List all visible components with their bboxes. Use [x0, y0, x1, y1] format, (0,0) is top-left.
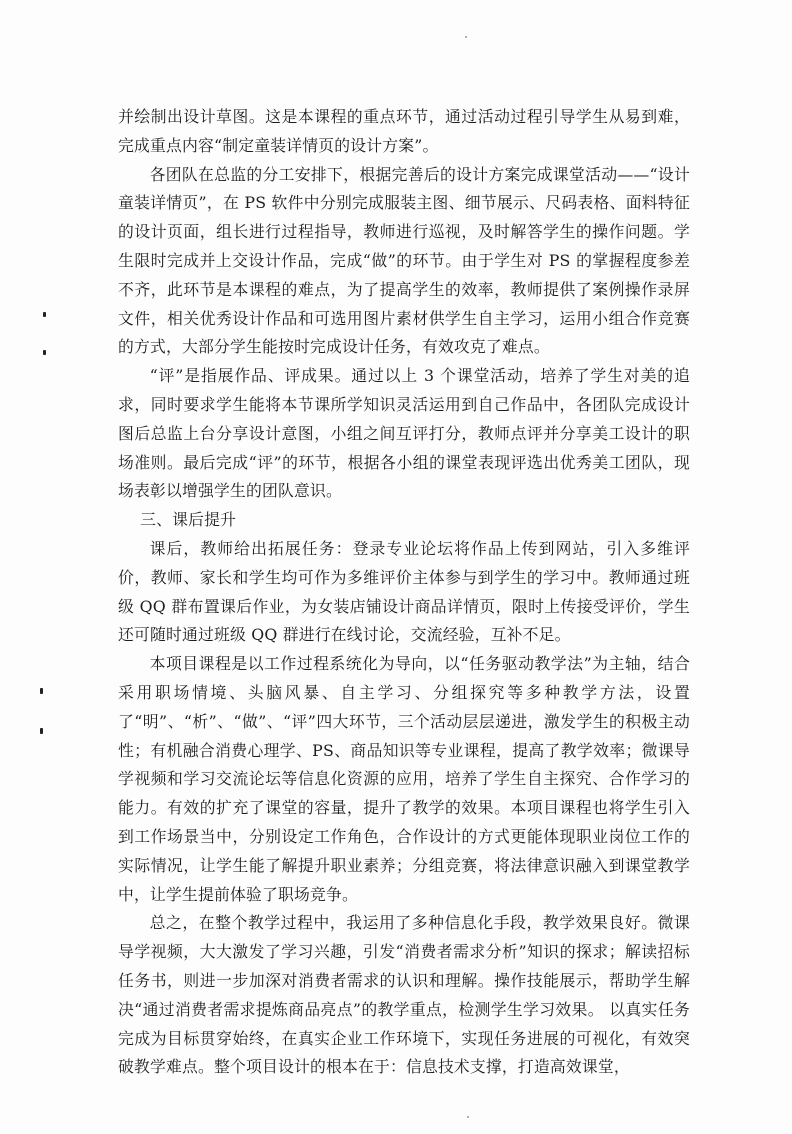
- scan-speck: [467, 1116, 469, 1118]
- scan-speck: [465, 36, 467, 38]
- paragraph-evaluation: “评”是指展作品、评成果。通过以上 3 个课堂活动，培养了学生对美的追求，同时要求学生能将本节课所学知识灵活运用到自己作品中，各团队完成设计图后总监上台分享设计意图，小组之间互评打分，教师点评并分享美工设计的职场准则。最后完成“评”的环节，根据各小组的课堂表现评选出优秀美工团队，现场表彰以增强学生的团队意识。: [118, 366, 690, 501]
- scan-speck: [40, 688, 43, 694]
- paragraph-conclusion: 总之，在整个教学过程中，我运用了多种信息化手段，教学效果良好。微课导学视频，大大激发了学习兴趣，引发“消费者需求分析”知识的探求；解读招标任务书，则进一步加深对消费者需求的认识和理解。操作技能展示，帮助学生解决“通过消费者需求提炼商品亮点”的教学重点，检测学生学习效果。 以真实任务完成为目标贯穿始终，在真实企业工作环境下，实现任务进展的可视化，有效突破教学难点。整个项目设计的根本在于：信息技术支撑，打造高效课堂，: [118, 913, 690, 1077]
- paragraph-continuation: 并绘制出设计草图。这是本课程的重点环节，通过活动过程引导学生从易到难，完成重点内容“制定童装详情页的设计方案”。: [118, 107, 690, 155]
- scan-speck: [43, 350, 46, 355]
- paragraph-after-class: 课后，教师给出拓展任务：登录专业论坛将作品上传到网站，引入多维评价，教师、家长和学生均可作为多维评价主体参与到学生的学习中。教师通过班级 QQ 群布置课后作业，为女装店铺设计商品详情页，限时上传接受评价，学生还可随时通过班级 QQ 群进行在线讨论，交流经验，互补不足。: [118, 538, 690, 645]
- scan-speck: [40, 728, 43, 734]
- paragraph-project-summary: 本项目课程是以工作过程系统化为导向，以“任务驱动教学法”为主轴，结合采用职场情境、头脑风暴、自主学习、分组探究等多种教学方法，设置了“明”、“析”、“做”、“评”四大环节，三个活动层层递进，激发学生的积极主动性；有机融合消费心理学、PS、商品知识等专业课程，提高了教学效率；微课导学视频和学习交流论坛等信息化资源的应用，培养了学生自主探究、合作学习的能力。有效的扩充了课堂的容量，提升了教学的效果。本项目课程也将学生引入到工作场景当中，分别设定工作角色，合作设计的方式更能体现职业岗位工作的实际情况，让学生能了解提升职业素养；分组竞赛，将法律意识融入到课堂教学中，让学生提前体验了职场竞争。: [118, 654, 690, 904]
- scan-speck: [43, 312, 46, 317]
- body-text: [118, 103, 690, 1082]
- section-heading: 三、课后提升: [140, 510, 237, 530]
- paragraph-class-activity: 各团队在总监的分工安排下，根据完善后的设计方案完成课堂活动——“设计童装详情页”，在 PS 软件中分别完成服装主图、细节展示、尺码表格、面料特征的设计页面，组长进行过程指导，教师进行巡视，及时解答学生的操作问题。学生限时完成并上交设计作品，完成“做”的环节。由于学生对 PS 的掌握程度参差不齐，此环节是本课程的难点，为了提高学生的效率，教师提供了案例操作录屏文件，相关优秀设计作品和可选用图片素材供学生自主学习，运用小组合作竞赛的方式，大部分学生能按时完成设计任务，有效攻克了难点。: [118, 164, 690, 357]
